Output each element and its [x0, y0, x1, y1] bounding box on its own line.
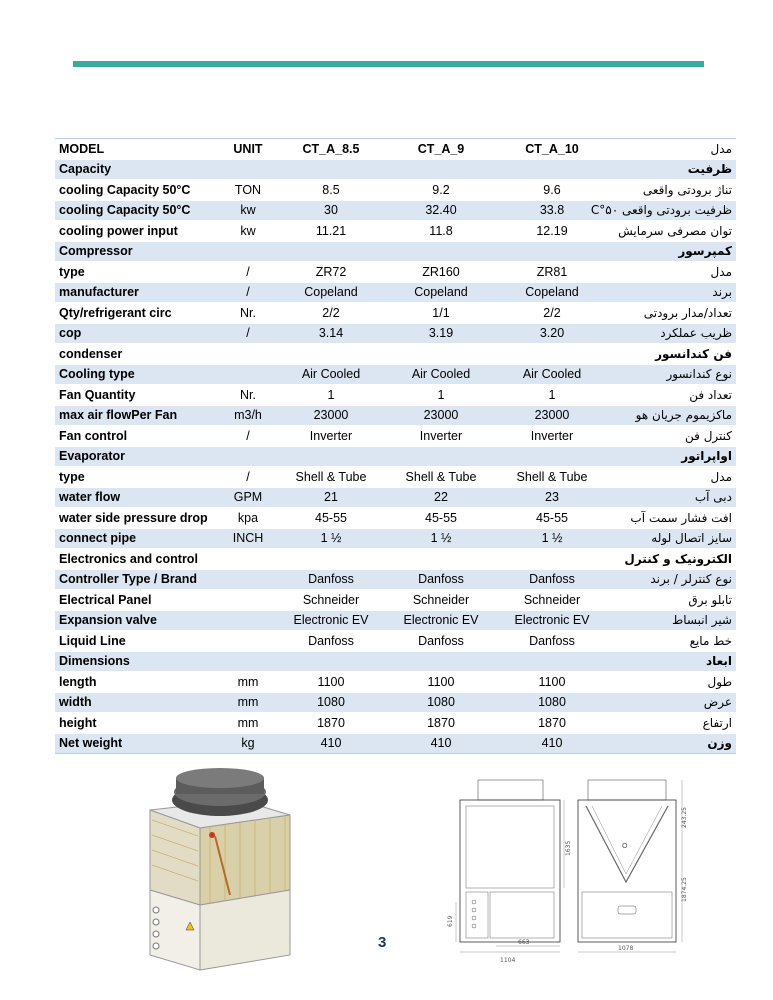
row-value-model-1: Danfoss	[276, 631, 386, 652]
row-unit: /	[220, 282, 276, 303]
row-label-fa: کنترل فن	[608, 426, 736, 447]
row-label: Capacity	[55, 159, 220, 180]
row-value-model-2: 23000	[386, 405, 496, 426]
row-unit: /	[220, 426, 276, 447]
row-label: Electronics and control	[55, 549, 220, 570]
row-value-model-1	[276, 549, 386, 570]
row-label: Dimensions	[55, 651, 220, 672]
row-value-model-3: 1	[496, 385, 608, 406]
table-row	[55, 569, 736, 590]
row-label: connect pipe	[55, 528, 220, 549]
row-value-model-1: 30	[276, 200, 386, 221]
row-unit: /	[220, 262, 276, 283]
row-label: Qty/refrigerant circ	[55, 303, 220, 324]
row-value-model-3: Danfoss	[496, 631, 608, 652]
row-value-model-2: 22	[386, 487, 496, 508]
header-unit: UNIT	[220, 139, 276, 160]
row-label: height	[55, 713, 220, 734]
table-row	[55, 364, 736, 385]
table-row	[55, 508, 736, 529]
row-label-fa: نوع کندانسور	[608, 364, 736, 385]
row-value-model-3	[496, 446, 608, 467]
row-label: Evaporator	[55, 446, 220, 467]
table-row	[55, 303, 736, 324]
row-value-model-3: Schneider	[496, 590, 608, 611]
row-value-model-1: 1080	[276, 692, 386, 713]
row-value-model-3: ZR81	[496, 262, 608, 283]
row-label: Cooling type	[55, 364, 220, 385]
row-label: condenser	[55, 344, 220, 365]
row-value-model-1: Schneider	[276, 590, 386, 611]
row-value-model-3	[496, 241, 608, 262]
row-label: cooling Capacity 50°C	[55, 200, 220, 221]
row-value-model-2: 1870	[386, 713, 496, 734]
row-value-model-2: Inverter	[386, 426, 496, 447]
row-label: length	[55, 672, 220, 693]
row-value-model-1: 1 ½	[276, 528, 386, 549]
row-value-model-1	[276, 446, 386, 467]
table-row	[55, 528, 736, 549]
row-label: cooling Capacity 50°C	[55, 180, 220, 201]
dim-front-partial: 663	[518, 939, 530, 946]
row-value-model-2: 1080	[386, 692, 496, 713]
page-number: 3	[378, 934, 387, 951]
row-label: type	[55, 262, 220, 283]
table-row	[55, 590, 736, 611]
table-row	[55, 200, 736, 221]
row-value-model-1: Electronic EV	[276, 610, 386, 631]
row-unit	[220, 364, 276, 385]
row-value-model-2: 32.40	[386, 200, 496, 221]
row-value-model-1: 21	[276, 487, 386, 508]
row-unit: mm	[220, 713, 276, 734]
row-label-fa: مدل	[608, 467, 736, 488]
row-unit	[220, 344, 276, 365]
row-value-model-3: 3.20	[496, 323, 608, 344]
row-unit	[220, 590, 276, 611]
dim-front-width: 1104	[500, 957, 516, 964]
row-value-model-3: 1100	[496, 672, 608, 693]
row-value-model-3: Electronic EV	[496, 610, 608, 631]
row-value-model-3: 1870	[496, 713, 608, 734]
row-value-model-2: 11.8	[386, 221, 496, 242]
row-label: Controller Type / Brand	[55, 569, 220, 590]
row-value-model-3: Air Cooled	[496, 364, 608, 385]
row-value-model-1	[276, 651, 386, 672]
row-value-model-3: 2/2	[496, 303, 608, 324]
row-label: Expansion valve	[55, 610, 220, 631]
row-value-model-3: 23	[496, 487, 608, 508]
row-value-model-2	[386, 549, 496, 570]
row-unit: mm	[220, 672, 276, 693]
table-row	[55, 323, 736, 344]
row-unit: Nr.	[220, 303, 276, 324]
section-row	[55, 446, 736, 467]
row-value-model-1: Copeland	[276, 282, 386, 303]
table-row	[55, 631, 736, 652]
row-unit	[220, 610, 276, 631]
row-value-model-1: Air Cooled	[276, 364, 386, 385]
row-unit: m3/h	[220, 405, 276, 426]
row-label: cooling power input	[55, 221, 220, 242]
top-accent-rule	[73, 61, 704, 67]
row-value-model-3: Danfoss	[496, 569, 608, 590]
row-value-model-1: 1	[276, 385, 386, 406]
row-label-fa: افت فشار سمت آب	[608, 508, 736, 529]
row-value-model-3: 1 ½	[496, 528, 608, 549]
row-value-model-3: 12.19	[496, 221, 608, 242]
row-value-model-2: 9.2	[386, 180, 496, 201]
row-label-fa: نوع کنترلر / برند	[608, 569, 736, 590]
row-label-fa: ظرفیت برودتی واقعی ۵۰°C	[608, 200, 736, 221]
row-value-model-3: 33.8	[496, 200, 608, 221]
table-header-row	[55, 139, 736, 160]
spec-table	[55, 138, 736, 754]
row-label-fa: توان مصرفی سرمایش	[608, 221, 736, 242]
row-value-model-1: 8.5	[276, 180, 386, 201]
row-unit: kpa	[220, 508, 276, 529]
row-label-fa: عرض	[608, 692, 736, 713]
row-value-model-1: 2/2	[276, 303, 386, 324]
row-label: Electrical Panel	[55, 590, 220, 611]
row-value-model-2	[386, 651, 496, 672]
row-value-model-3: Copeland	[496, 282, 608, 303]
table-row	[55, 262, 736, 283]
row-label-fa: ارتفاع	[608, 713, 736, 734]
row-label-fa: برند	[608, 282, 736, 303]
row-value-model-3: 410	[496, 733, 608, 754]
row-label-fa: ظرفیت	[608, 159, 736, 180]
row-value-model-1: Shell & Tube	[276, 467, 386, 488]
side-view-marker: O	[622, 842, 628, 850]
row-value-model-3: 45-55	[496, 508, 608, 529]
dim-coil-height: 1635	[565, 840, 572, 856]
row-value-model-2: Danfoss	[386, 631, 496, 652]
row-unit: mm	[220, 692, 276, 713]
dim-panel-height: 619	[447, 915, 454, 927]
table-row	[55, 221, 736, 242]
dim-side-width: 1078	[618, 945, 634, 952]
row-value-model-2: Copeland	[386, 282, 496, 303]
table-row	[55, 282, 736, 303]
row-value-model-2: 1	[386, 385, 496, 406]
row-unit: GPM	[220, 487, 276, 508]
row-label-fa: طول	[608, 672, 736, 693]
table-row	[55, 385, 736, 406]
row-value-model-2	[386, 446, 496, 467]
row-value-model-1	[276, 241, 386, 262]
row-label-fa: ماکزیموم جریان هو	[608, 405, 736, 426]
section-row	[55, 344, 736, 365]
row-label-fa: کمپرسور	[608, 241, 736, 262]
table-row	[55, 180, 736, 201]
row-value-model-1: 11.21	[276, 221, 386, 242]
row-label: Fan control	[55, 426, 220, 447]
table-row	[55, 426, 736, 447]
row-value-model-1: 23000	[276, 405, 386, 426]
header-model-2: CT_A_9	[386, 139, 496, 160]
row-unit	[220, 241, 276, 262]
row-label-fa: تعداد فن	[608, 385, 736, 406]
header-model-3: CT_A_10	[496, 139, 608, 160]
row-label-fa: تناژ برودتی واقعی	[608, 180, 736, 201]
chiller-unit-illustration	[140, 770, 300, 980]
row-label-fa: تعداد/مدار برودتی	[608, 303, 736, 324]
table-row	[55, 713, 736, 734]
row-label: width	[55, 692, 220, 713]
row-value-model-1: 410	[276, 733, 386, 754]
section-row	[55, 241, 736, 262]
row-value-model-2	[386, 241, 496, 262]
section-row	[55, 549, 736, 570]
row-value-model-2: 410	[386, 733, 496, 754]
row-unit: kw	[220, 200, 276, 221]
table-row	[55, 467, 736, 488]
row-value-model-3: 23000	[496, 405, 608, 426]
row-unit	[220, 651, 276, 672]
row-label-fa: اواپراتور	[608, 446, 736, 467]
row-value-model-2: 45-55	[386, 508, 496, 529]
row-label-fa: شیر انبساط	[608, 610, 736, 631]
row-value-model-3	[496, 549, 608, 570]
dim-total-height: 1874.25	[681, 877, 688, 902]
row-unit	[220, 631, 276, 652]
row-label-fa: سایز اتصال لوله	[608, 528, 736, 549]
dim-top-height: 243.25	[681, 807, 688, 828]
dimension-drawing	[438, 772, 688, 982]
row-label: type	[55, 467, 220, 488]
row-value-model-1: Danfoss	[276, 569, 386, 590]
row-unit: kg	[220, 733, 276, 754]
row-unit: Nr.	[220, 385, 276, 406]
row-unit	[220, 549, 276, 570]
row-label: water flow	[55, 487, 220, 508]
row-label-fa: فن کندانسور	[608, 344, 736, 365]
row-label-fa: وزن	[608, 733, 736, 754]
row-unit: /	[220, 467, 276, 488]
row-label: manufacturer	[55, 282, 220, 303]
row-value-model-2: Electronic EV	[386, 610, 496, 631]
row-value-model-1: Inverter	[276, 426, 386, 447]
row-value-model-1: 1870	[276, 713, 386, 734]
table-row	[55, 733, 736, 754]
row-value-model-2: ZR160	[386, 262, 496, 283]
row-value-model-3	[496, 651, 608, 672]
header-fa: مدل	[608, 139, 736, 160]
row-label: Compressor	[55, 241, 220, 262]
row-label-fa: ظریب عملکرد	[608, 323, 736, 344]
row-unit	[220, 446, 276, 467]
row-unit: INCH	[220, 528, 276, 549]
row-value-model-2: Air Cooled	[386, 364, 496, 385]
row-value-model-1: 1100	[276, 672, 386, 693]
row-unit: TON	[220, 180, 276, 201]
row-unit	[220, 159, 276, 180]
row-value-model-2: 1/1	[386, 303, 496, 324]
row-label-fa: دبی آب	[608, 487, 736, 508]
row-value-model-2: 1100	[386, 672, 496, 693]
row-value-model-2: Schneider	[386, 590, 496, 611]
row-label-fa: مدل	[608, 262, 736, 283]
table-row	[55, 487, 736, 508]
row-unit: kw	[220, 221, 276, 242]
row-label: max air flowPer Fan	[55, 405, 220, 426]
row-value-model-1: 45-55	[276, 508, 386, 529]
row-label: Net weight	[55, 733, 220, 754]
row-label-fa: خط مایع	[608, 631, 736, 652]
row-value-model-3: Shell & Tube	[496, 467, 608, 488]
section-row	[55, 651, 736, 672]
row-label-fa: ابعاد	[608, 651, 736, 672]
row-value-model-1: 3.14	[276, 323, 386, 344]
row-unit	[220, 569, 276, 590]
row-value-model-3: 9.6	[496, 180, 608, 201]
row-value-model-2: Shell & Tube	[386, 467, 496, 488]
row-label: cop	[55, 323, 220, 344]
row-label: Liquid Line	[55, 631, 220, 652]
row-value-model-3	[496, 344, 608, 365]
header-model-1: CT_A_8.5	[276, 139, 386, 160]
table-row	[55, 405, 736, 426]
row-value-model-1	[276, 159, 386, 180]
row-value-model-1	[276, 344, 386, 365]
row-value-model-3: 1080	[496, 692, 608, 713]
row-value-model-3: Inverter	[496, 426, 608, 447]
table-row	[55, 692, 736, 713]
row-value-model-2	[386, 159, 496, 180]
table-row	[55, 610, 736, 631]
row-value-model-2	[386, 344, 496, 365]
row-label-fa: تابلو برق	[608, 590, 736, 611]
row-label-fa: الکترونیک و کنترل	[608, 549, 736, 570]
row-value-model-3	[496, 159, 608, 180]
row-value-model-2: 3.19	[386, 323, 496, 344]
row-value-model-1: ZR72	[276, 262, 386, 283]
row-label: Fan Quantity	[55, 385, 220, 406]
row-label: water side pressure drop	[55, 508, 220, 529]
section-row	[55, 159, 736, 180]
row-value-model-2: Danfoss	[386, 569, 496, 590]
table-row	[55, 672, 736, 693]
row-unit: /	[220, 323, 276, 344]
header-model: MODEL	[55, 139, 220, 160]
row-value-model-2: 1 ½	[386, 528, 496, 549]
